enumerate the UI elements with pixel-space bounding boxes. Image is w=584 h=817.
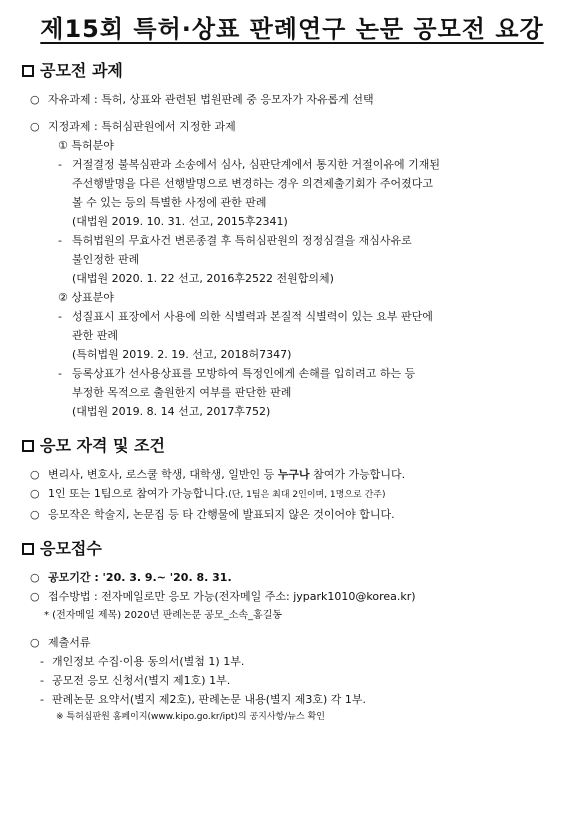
list-item: - 판례논문 요약서(별지 제2호), 판례논문 내용(별지 제3호) 각 1부. [40,693,367,706]
eligibility-line: ○ 응모작은 학술지, 논문집 등 타 간행물에 발표되지 않은 것이어야 합니다. [22,505,562,524]
list-item: - 성질표시 표장에서 사용에 의한 식별력과 본질적 식별력이 있는 요부 판단에 [58,310,433,323]
circle-bullet-icon: ○ [30,93,40,106]
section-heading: 응모접수 [22,538,562,560]
list-item: - 개인정보 수집·이용 동의서(별첨 1) 1부. [40,655,245,668]
submission-docs-label: ○ 제출서류 [22,633,562,652]
document-title: 제15회 특허·상표 판례연구 논문 공모전 요강 [40,15,544,43]
section-submission [22,538,562,725]
section-eligibility [22,435,562,524]
square-icon [22,65,34,77]
circle-bullet-icon: ○ [30,508,40,521]
list-item-line: 관한 판례 [72,329,119,342]
list-item-line: 불인정한 판례 [72,253,140,266]
case-citation: (특허법원 2019. 2. 19. 선고, 2018허7347) [72,348,292,361]
case-citation: (대법원 2020. 1. 22 선고, 2016후2522 전원합의체) [72,272,334,285]
list-item-line: 부정한 목적으로 출원한지 여부를 판단한 판례 [72,386,292,399]
email-subject-note: * (전자메일 제목) 2020년 판례논문 공모_소속_홍길동 [44,610,283,621]
list-item: - 특허법원의 무효사건 변론종결 후 특허심판원의 정정심결을 재심사유로 [58,234,412,247]
list-item: - 거절결정 불복심판과 소송에서 심사, 심판단계에서 통지한 거절이유에 기재된 [58,158,441,171]
square-icon [22,440,34,452]
reference-note: ※ 특허심판원 홈페이지(www.kipo.go.kr/ipt)의 공지사항/뉴스 확인 [56,712,325,722]
circle-bullet-icon: ○ [30,487,40,500]
trademark-label: ② 상표분야 [58,291,114,304]
square-icon [22,543,34,555]
submission-method: ○ 접수방법 : 전자메일로만 응모 가능(전자메일 주소: jypark1010@korea.kr) [22,587,562,606]
section-topic [22,60,562,421]
topic-free: ○ 자유과제 : 특허, 상표와 관련된 법원판례 중 응모자가 자유롭게 선택 [22,90,562,109]
section-heading: 공모전 과제 [22,60,562,82]
case-citation: (대법원 2019. 10. 31. 선고, 2015후2341) [72,215,288,228]
patent-label: ① 특허분야 [58,139,114,152]
circle-bullet-icon: ○ [30,636,40,649]
circle-bullet-icon: ○ [30,571,40,584]
eligibility-line: ○ 변리사, 변호사, 로스쿨 학생, 대학생, 일반인 등 누구나 참여가 가능합니다. [22,465,562,484]
eligibility-line: ○ 1인 또는 1팀으로 참여가 가능합니다.(단, 1팀은 최대 2인이며, 1명으로 간주) [22,484,562,505]
list-item-line: 볼 수 있는 등의 특별한 사정에 관한 판례 [72,196,267,209]
list-item: - 등록상표가 선사용상표를 모방하여 특정인에게 손해를 입히려고 하는 등 [58,367,416,380]
circle-bullet-icon: ○ [30,120,40,133]
list-item: - 공모전 응모 신청서(별지 제1호) 1부. [40,674,231,687]
submission-period: ○ 공모기간 : '20. 3. 9.~ '20. 8. 31. [22,568,562,587]
document-page [0,12,584,817]
topic-designated: ○ 지정과제 : 특허심판원에서 지정한 과제 [22,117,562,136]
list-item-line: 주선행발명을 다른 선행발명으로 변경하는 경우 의견제출기회가 주어졌다고 [72,177,434,190]
section-heading: 응모 자격 및 조건 [22,435,562,457]
circle-bullet-icon: ○ [30,590,40,603]
circle-bullet-icon: ○ [30,468,40,481]
case-citation: (대법원 2019. 8. 14 선고, 2017후752) [72,405,271,418]
